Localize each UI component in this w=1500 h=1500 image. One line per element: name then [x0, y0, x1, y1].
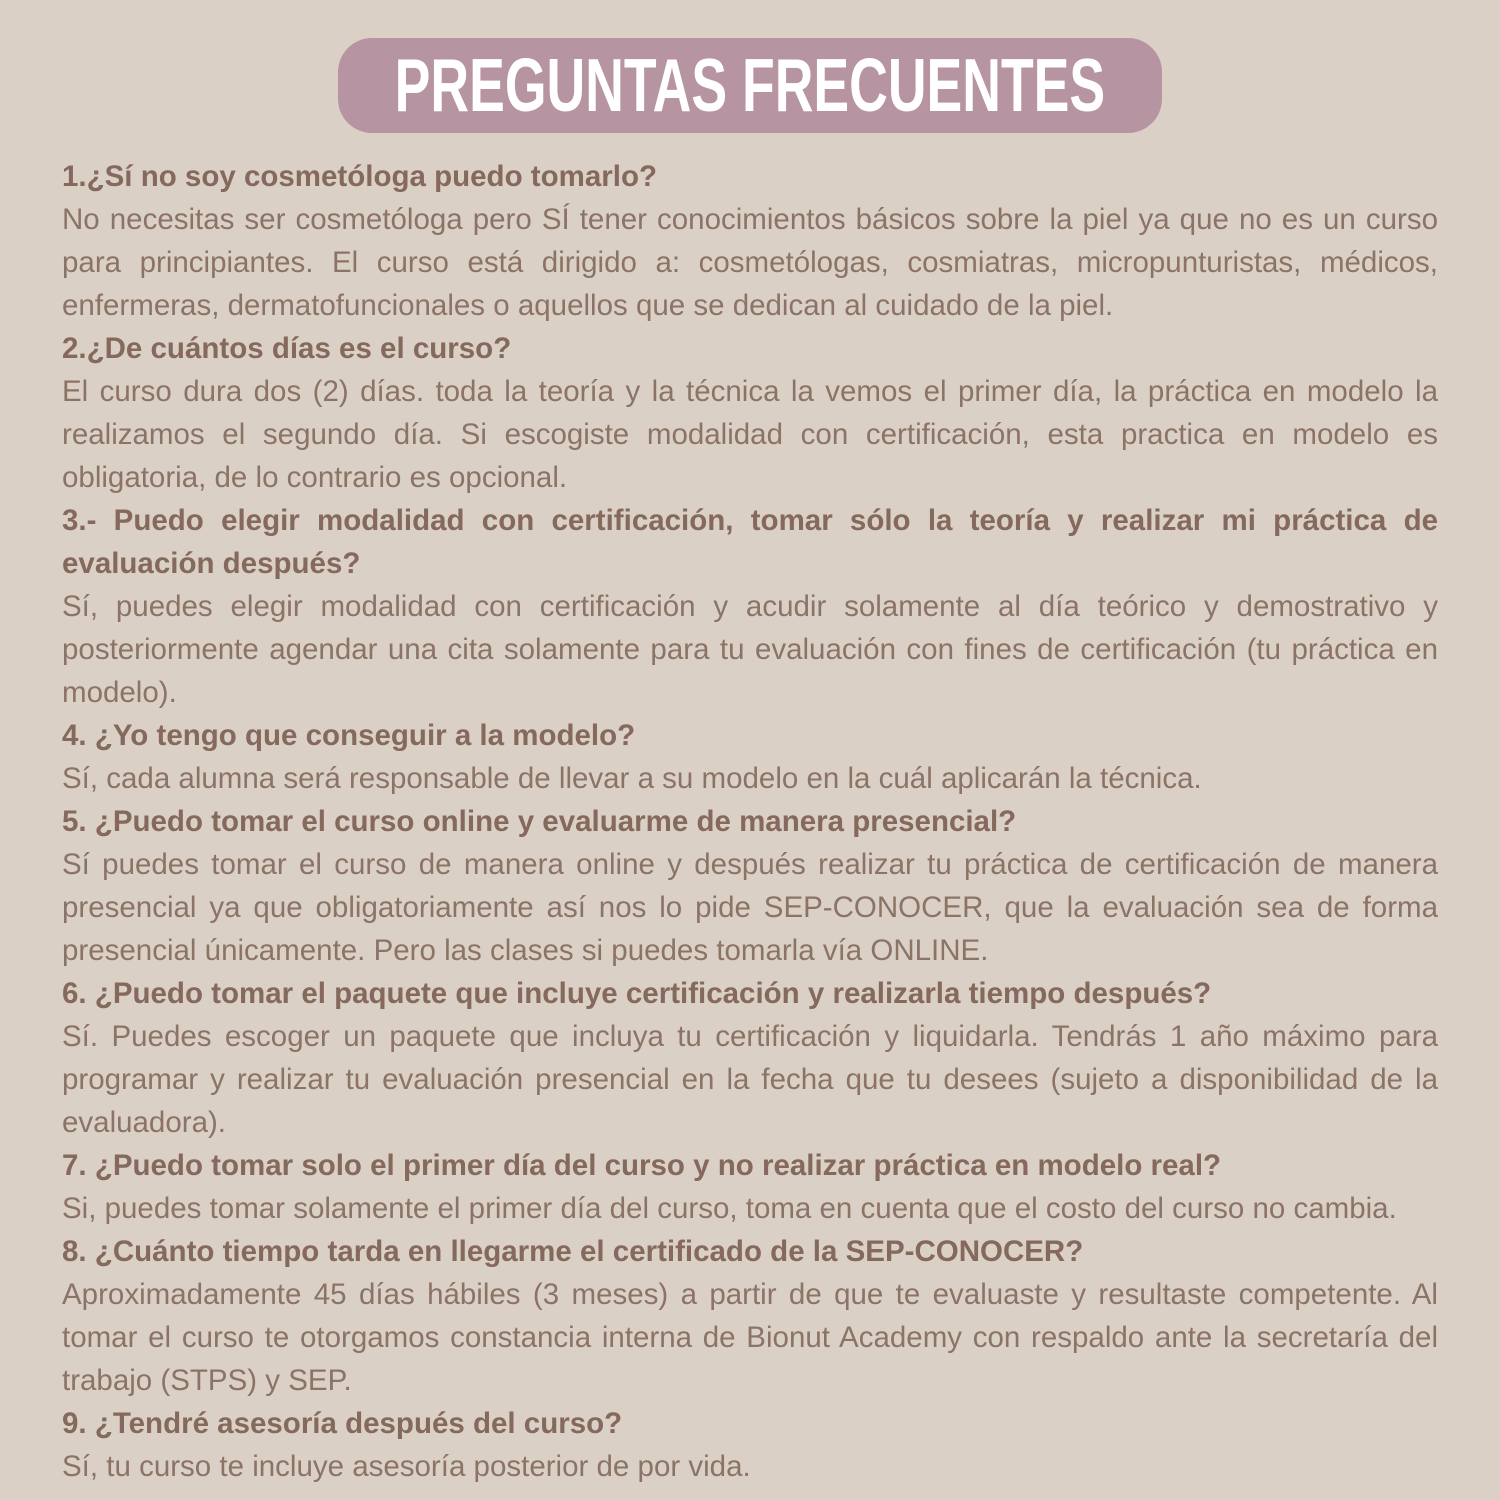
faq-answer: No necesitas ser cosmetóloga pero SÍ tener conocimientos básicos sobre la piel ya que no es un curso para principiantes. El curso está dirigido a: cosmetólogas, cosmiatras, micropunturistas, médicos, enfermeras, dermatofuncionales o aquellos que se dedican al cuidado de la piel.: [62, 203, 1438, 322]
faq-item: [62, 800, 1438, 972]
faq-item: [62, 1230, 1438, 1402]
faq-list: [62, 155, 1438, 1488]
faq-question: 1.¿Sí no soy cosmetóloga puedo tomarlo?: [62, 160, 657, 193]
faq-question: 2.¿De cuántos días es el curso?: [62, 332, 512, 365]
faq-answer: Sí, puedes elegir modalidad con certificación y acudir solamente al día teórico y demostrativo y posteriormente agendar una cita solamente para tu evaluación con fines de certificación (tu práctica en modelo).: [62, 590, 1438, 709]
faq-item: [62, 1402, 1438, 1488]
faq-answer: Sí puedes tomar el curso de manera online y después realizar tu práctica de certificación de manera presencial ya que obligatoriamente así nos lo pide SEP-CONOCER, que la evaluación sea de forma presencial únicamente. Pero las clases si puedes tomarla vía ONLINE.: [62, 848, 1438, 967]
faq-answer: El curso dura dos (2) días. toda la teoría y la técnica la vemos el primer día, la práctica en modelo la realizamos el segundo día. Si escogiste modalidad con certificación, esta practica en modelo es obligatoria, de lo contrario es opcional.: [62, 375, 1438, 494]
faq-question: 7. ¿Puedo tomar solo el primer día del curso y no realizar práctica en modelo real?: [62, 1149, 1222, 1182]
page-title: PREGUNTAS FRECUENTES: [394, 43, 1106, 129]
faq-question: 5. ¿Puedo tomar el curso online y evaluarme de manera presencial?: [62, 805, 1017, 838]
faq-question: 9. ¿Tendré asesoría después del curso?: [62, 1407, 623, 1440]
faq-answer: Si, puedes tomar solamente el primer día del curso, toma en cuenta que el costo del curso no cambia.: [62, 1192, 1397, 1225]
faq-item: [62, 499, 1438, 714]
faq-item: [62, 155, 1438, 327]
faq-answer: Sí. Puedes escoger un paquete que incluya tu certificación y liquidarla. Tendrás 1 año máximo para programar y realizar tu evaluación presencial en la fecha que tu desees (sujeto a disponibilidad de la evaluadora).: [62, 1020, 1438, 1139]
faq-question: 3.- Puedo elegir modalidad con certificación, tomar sólo la teoría y realizar mi práctica de evaluación después?: [62, 504, 1438, 580]
faq-item: [62, 1144, 1438, 1230]
faq-answer: Sí, cada alumna será responsable de llevar a su modelo en la cuál aplicarán la técnica.: [62, 762, 1202, 795]
faq-question: 6. ¿Puedo tomar el paquete que incluye certificación y realizarla tiempo después?: [62, 977, 1212, 1010]
faq-answer: Aproximadamente 45 días hábiles (3 meses) a partir de que te evaluaste y resultaste competente. Al tomar el curso te otorgamos constancia interna de Bionut Academy con respaldo ante la secretaría del trabajo (STPS) y SEP.: [62, 1278, 1438, 1397]
faq-item: [62, 972, 1438, 1144]
faq-item: [62, 714, 1438, 800]
faq-question: 4. ¿Yo tengo que conseguir a la modelo?: [62, 719, 636, 752]
faq-item: [62, 327, 1438, 499]
faq-question: 8. ¿Cuánto tiempo tarda en llegarme el certificado de la SEP-CONOCER?: [62, 1235, 1084, 1268]
page-title-badge: [338, 38, 1162, 133]
faq-answer: Sí, tu curso te incluye asesoría posterior de por vida.: [62, 1450, 751, 1483]
